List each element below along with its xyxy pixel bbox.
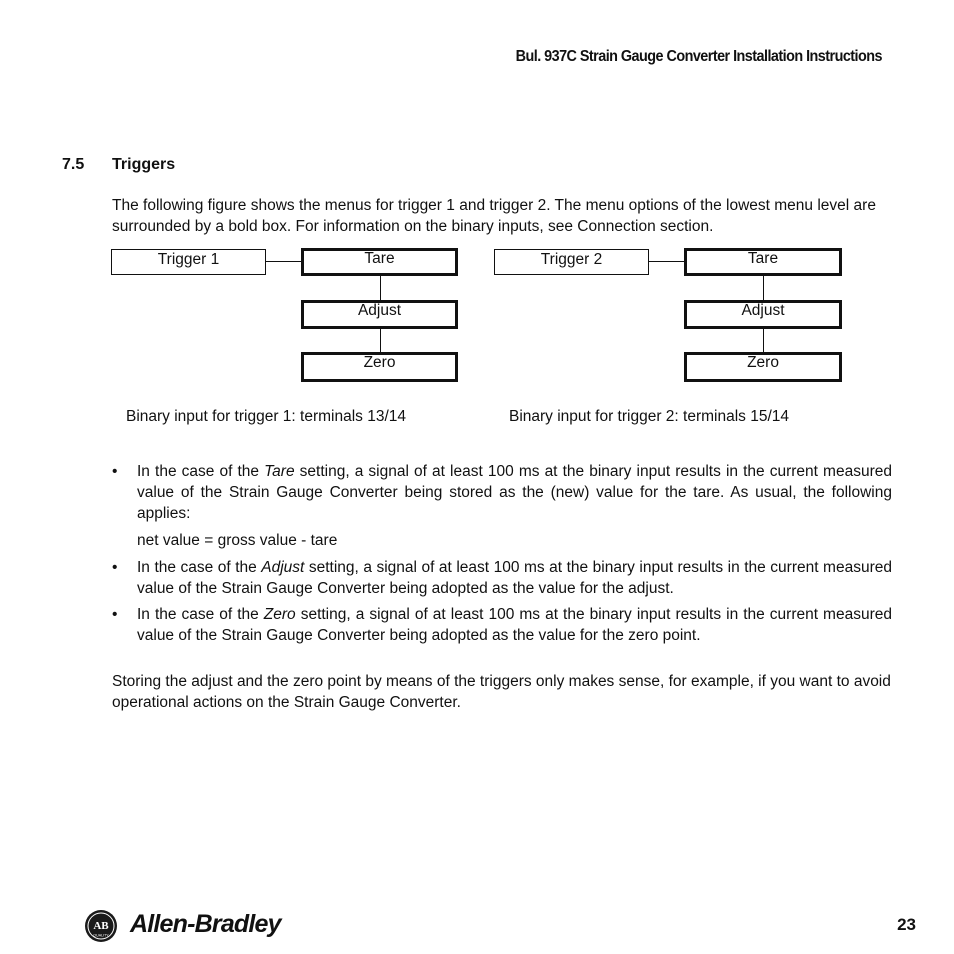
trigger2-caption: Binary input for trigger 2: terminals 15/14: [509, 408, 789, 425]
bullet-symbol: •: [112, 606, 118, 623]
bullet-zero: [112, 604, 892, 646]
allen-bradley-logo-icon: [84, 909, 118, 943]
bullet-text: In the case of the: [137, 463, 265, 480]
logo-small-text: QUALITY: [93, 933, 109, 938]
bullet-tare: [112, 461, 892, 551]
trigger1-line-1: [380, 276, 381, 301]
trigger2-adjust-box: Adjust: [684, 300, 842, 329]
trigger-bullet-list: [112, 461, 892, 646]
section-title: Triggers: [112, 156, 176, 173]
trigger2-line-1: [763, 276, 764, 301]
formula: net value = gross value - tare: [137, 532, 338, 549]
intro-paragraph: The following figure shows the menus for trigger 1 and trigger 2. The menu options of the lowest menu level are surrounded by a bold box. For information on the binary inputs, see Connection section.: [112, 197, 876, 235]
bullet-setting-name: Zero: [263, 606, 296, 623]
bullet-text: setting, a signal of at least 100 ms at the binary input results in the current measured value of the Strain Gauge Converter being stored as the (new) value for the tare. As usual, the following applies:: [137, 463, 892, 522]
bullet-text: In the case of the: [137, 606, 264, 623]
page-number: 23: [897, 915, 916, 934]
trigger1-box: Trigger 1: [111, 249, 266, 275]
trigger2-connector: [649, 261, 685, 262]
bullet-adjust: [112, 557, 892, 599]
bullet-symbol: •: [112, 559, 118, 576]
bullet-setting-name: Tare: [264, 463, 295, 480]
trigger1-zero-box: Zero: [301, 352, 458, 382]
bullet-text: setting, a signal of at least 100 ms at the binary input results in the current measured value of the Strain Gauge Converter being adopted as the value for the adjust.: [137, 559, 892, 597]
page-header-title: Bul. 937C Strain Gauge Converter Installation Instructions: [515, 48, 882, 65]
trigger1-adjust-box: Adjust: [301, 300, 458, 329]
trigger2-line-2: [763, 329, 764, 353]
closing-paragraph: Storing the adjust and the zero point by means of the triggers only makes sense, for example, if you want to avoid operational actions on the Strain Gauge Converter.: [112, 673, 891, 711]
trigger1-caption: Binary input for trigger 1: terminals 13/14: [126, 408, 406, 425]
bullet-text: In the case of the: [137, 559, 262, 576]
bullet-setting-name: Adjust: [261, 559, 305, 576]
trigger2-box: Trigger 2: [494, 249, 649, 275]
trigger2-zero-box: Zero: [684, 352, 842, 382]
brand-name: Allen-Bradley: [130, 910, 281, 938]
section-number: 7.5: [62, 156, 85, 173]
bullet-text: setting, a signal of at least 100 ms at the binary input results in the current measured value of the Strain Gauge Converter being adopted as the value for the zero point.: [137, 606, 892, 644]
trigger1-line-2: [380, 329, 381, 353]
logo-mark-text: AB: [93, 920, 109, 932]
trigger1-connector: [266, 261, 302, 262]
bullet-symbol: •: [112, 463, 118, 480]
trigger1-tare-box: Tare: [301, 248, 458, 276]
trigger2-tare-box: Tare: [684, 248, 842, 276]
